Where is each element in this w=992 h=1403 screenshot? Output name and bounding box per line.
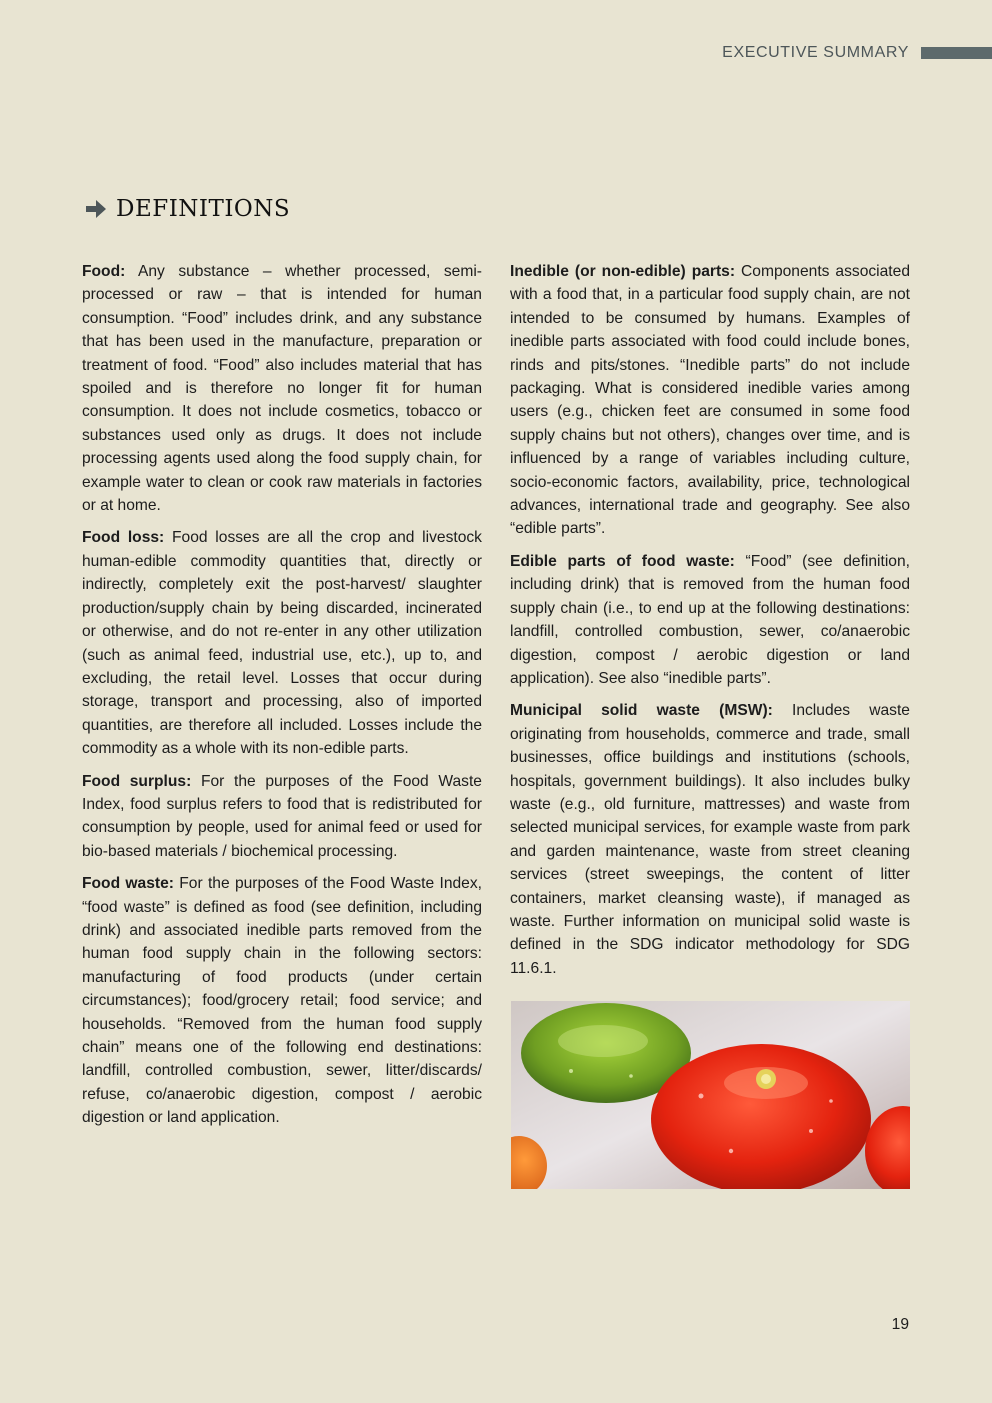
section-heading	[84, 196, 290, 222]
definition-term: Inedible (or non-edible) parts:	[510, 263, 736, 280]
definition-text: For the purposes of the Food Waste Index, “food waste” is defined as food (see definition, including drink) and associated inedible parts removed from the human food supply chain in the following sectors: manufacturing of food products (under certain circumstances); food/grocery retail; food service; and households. “Removed from the human food supply chain” means one of the following end destinations: landfill, controlled combustion, sewer, litter/discards/ refuse, co/anaerobic digestion, compost / aerobic digestion or land application.	[82, 875, 482, 1127]
definition-text: “Food” (see definition, including drink) that is removed from the human food supply chain (i.e., to end up at the following destinations: landfill, controlled combustion, sewer, co/anaerobic digestion, compost / aerobic digestion or land application). See also “inedible parts”.	[510, 552, 910, 687]
header-accent-bar	[921, 47, 992, 59]
section-title: DEFINITIONS	[116, 196, 291, 222]
header-section-label: EXECUTIVE SUMMARY	[722, 44, 909, 61]
definition-text: Food losses are all the crop and livestock human-edible commodity quantities that, directly or indirectly, completely exit the post-harvest/ slaughter production/supply chain by being discarded, incinerated or otherwise, and do not re-enter in any other utilization (such as animal feed, industrial use, etc.), up to, and excluding, the retail level. Losses that occur during storage, transport and processing, also of imported quantities, are therefore all included. Losses include the commodity as a whole with its non-edible parts.	[82, 529, 482, 758]
definition-msw	[510, 699, 910, 980]
left-column	[82, 260, 482, 1139]
definition-text: Components associated with a food that, in a particular food supply chain, are not intended to be consumed by humans. Examples of inedible parts associated with food could include bones, rinds and pits/stones. “Inedible parts” do not include packaging. What is considered inedible varies among users (e.g., chicken feet are consumed in some food supply chains but not others), changes over time, and is influenced by a range of variables including culture, socio-economic factors, availability, price, technological advances, international trade and geography. See also “edible parts”.	[510, 263, 910, 538]
definition-term: Food surplus:	[82, 772, 192, 790]
right-column	[510, 260, 910, 989]
definition-text: Includes waste originating from households, commerce and trade, small businesses, office buildings and institutions (schools, hospitals, government buildings). It also includes bulky waste (e.g., old furniture, mattresses) and waste from selected municipal services, for example waste from park and garden maintenance, waste from street cleaning services (street sweepings, the content of litter containers, market cleansing waste), if managed as waste. Further information on municipal solid waste is defined in the SDG indicator methodology for SDG 11.6.1.	[510, 702, 910, 977]
definition-term: Edible parts of food waste:	[510, 552, 735, 570]
definition-inedible-parts	[510, 260, 910, 541]
definition-term: Food waste:	[82, 875, 174, 893]
page-number: 19	[891, 1316, 909, 1333]
definition-food-surplus	[82, 770, 482, 864]
definition-edible-parts	[510, 550, 910, 690]
tomatoes-photo	[511, 1001, 910, 1189]
definition-term: Municipal solid waste (MSW):	[510, 702, 773, 720]
definition-text: Any substance – whether processed, semi-processed or raw – that is intended for human consumption. “Food” includes drink, and any substance that has been used in the manufacture, preparation or treatment of food. “Food” also includes material that has spoiled and is therefore no longer fit for human consumption. It does not include cosmetics, tobacco or substances used only as drugs. It does not include processing agents used along the food supply chain, for example water to clean or cook raw materials in factories or at home.	[82, 263, 482, 515]
definition-term: Food loss:	[82, 529, 165, 547]
page-header	[722, 44, 992, 62]
definition-text: For the purposes of the Food Waste Index, food surplus refers to food that is redistributed for consumption by people, used for animal feed or used for bio-based materials / biochemical processing.	[82, 772, 482, 860]
definition-food-loss	[82, 526, 482, 760]
definition-term: Food:	[82, 263, 126, 280]
definition-food-waste	[82, 872, 482, 1129]
arrow-right-icon	[84, 198, 108, 220]
definition-food	[82, 260, 482, 517]
